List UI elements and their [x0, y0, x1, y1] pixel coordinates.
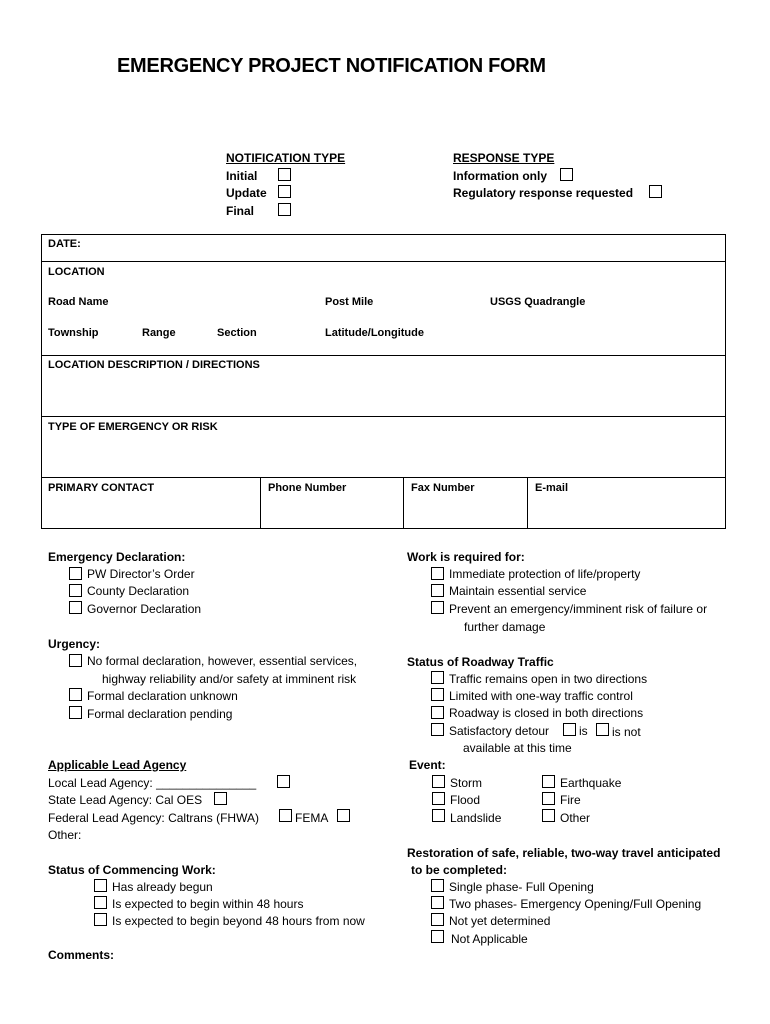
emergency-type-label: TYPE OF EMERGENCY OR RISK	[48, 421, 218, 433]
location-description-label: LOCATION DESCRIPTION / DIRECTIONS	[48, 359, 260, 371]
notification-final-label: Final	[226, 204, 255, 218]
beyond-48-hours-checkbox[interactable]	[94, 913, 107, 926]
formal-declaration-pending-checkbox[interactable]	[69, 706, 82, 719]
notification-initial-label: Initial	[226, 169, 258, 183]
governor-declaration-checkbox[interactable]	[69, 601, 82, 614]
lat-long-label: Latitude/Longitude	[325, 327, 424, 339]
form-title: EMERGENCY PROJECT NOTIFICATION FORM	[117, 55, 546, 77]
detour-is-label: is	[579, 724, 588, 738]
response-regulatory-label: Regulatory response requested	[453, 186, 634, 200]
state-lead-agency-checkbox[interactable]	[214, 792, 227, 805]
divider	[41, 416, 726, 417]
not-applicable-checkbox[interactable]	[431, 930, 444, 943]
single-phase-checkbox[interactable]	[431, 879, 444, 892]
one-way-traffic-label: Limited with one-way traffic control	[449, 689, 633, 703]
fire-label: Fire	[560, 793, 581, 807]
phone-number-label: Phone Number	[268, 482, 347, 494]
flood-label: Flood	[450, 793, 481, 807]
detour-is-checkbox[interactable]	[563, 723, 576, 736]
within-48-hours-checkbox[interactable]	[94, 896, 107, 909]
detour-checkbox[interactable]	[431, 723, 444, 736]
no-formal-declaration-label: No formal declaration, however, essential services,	[87, 654, 358, 668]
divider	[403, 477, 404, 529]
post-mile-label: Post Mile	[325, 296, 374, 308]
emergency-declaration-heading: Emergency Declaration:	[48, 550, 186, 564]
prevent-emergency-label: Prevent an emergency/imminent risk of failure or	[449, 602, 708, 616]
flood-checkbox[interactable]	[432, 792, 445, 805]
divider	[41, 261, 726, 262]
usgs-quadrangle-label: USGS Quadrangle	[490, 296, 586, 308]
local-lead-agency-label: Local Lead Agency: _______________	[48, 776, 257, 790]
township-label: Township	[48, 327, 99, 339]
commencing-work-heading: Status of Commencing Work:	[48, 863, 216, 877]
earthquake-label: Earthquake	[560, 776, 622, 790]
county-declaration-label: County Declaration	[87, 584, 190, 598]
landslide-checkbox[interactable]	[432, 809, 445, 822]
landslide-label: Landslide	[450, 811, 502, 825]
primary-contact-label: PRIMARY CONTACT	[48, 482, 155, 494]
single-phase-label: Single phase- Full Opening	[449, 880, 594, 894]
county-declaration-checkbox[interactable]	[69, 584, 82, 597]
two-phases-label: Two phases- Emergency Opening/Full Opening	[449, 897, 702, 911]
email-label: E-mail	[535, 482, 569, 494]
work-required-heading: Work is required for:	[407, 550, 525, 564]
restoration-heading: Restoration of safe, reliable, two-way travel anticipated	[407, 846, 721, 860]
location-label: LOCATION	[48, 266, 105, 278]
state-lead-agency-label: State Lead Agency: Cal OES	[48, 793, 203, 807]
other-event-checkbox[interactable]	[542, 809, 555, 822]
notification-update-checkbox[interactable]	[278, 185, 291, 198]
earthquake-checkbox[interactable]	[542, 775, 555, 788]
no-formal-declaration-checkbox[interactable]	[69, 654, 82, 667]
response-regulatory-checkbox[interactable]	[649, 185, 662, 198]
notification-initial-checkbox[interactable]	[278, 168, 291, 181]
fire-checkbox[interactable]	[542, 792, 555, 805]
notification-final-checkbox[interactable]	[278, 203, 291, 216]
emergency-type-field[interactable]	[43, 436, 723, 476]
urgency-heading: Urgency:	[48, 637, 101, 651]
traffic-open-checkbox[interactable]	[431, 671, 444, 684]
storm-label: Storm	[450, 776, 483, 790]
already-begun-checkbox[interactable]	[94, 879, 107, 892]
not-applicable-label: Not Applicable	[451, 932, 528, 946]
beyond-48-hours-label: Is expected to begin beyond 48 hours from now	[112, 914, 365, 928]
formal-declaration-unknown-label: Formal declaration unknown	[87, 689, 238, 703]
storm-checkbox[interactable]	[432, 775, 445, 788]
other-event-label: Other	[560, 811, 591, 825]
not-yet-determined-checkbox[interactable]	[431, 913, 444, 926]
roadway-closed-checkbox[interactable]	[431, 706, 444, 719]
already-begun-label: Has already begun	[112, 880, 213, 894]
pw-director-checkbox[interactable]	[69, 567, 82, 580]
maintain-service-label: Maintain essential service	[449, 584, 587, 598]
protection-life-label: Immediate protection of life/property	[449, 567, 641, 581]
location-description-field[interactable]	[43, 374, 723, 414]
maintain-service-checkbox[interactable]	[431, 584, 444, 597]
prevent-emergency-checkbox[interactable]	[431, 601, 444, 614]
traffic-open-label: Traffic remains open in two directions	[449, 672, 648, 686]
detour-label-cont: available at this time	[463, 741, 572, 755]
date-label: DATE:	[48, 238, 81, 250]
within-48-hours-label: Is expected to begin within 48 hours	[112, 897, 304, 911]
detour-is-not-checkbox[interactable]	[596, 723, 609, 736]
protection-life-checkbox[interactable]	[431, 567, 444, 580]
formal-declaration-pending-label: Formal declaration pending	[87, 707, 233, 721]
notification-update-label: Update	[226, 186, 267, 200]
formal-declaration-unknown-checkbox[interactable]	[69, 688, 82, 701]
response-info-label: Information only	[453, 169, 547, 183]
event-heading: Event:	[409, 758, 446, 772]
lead-agency-heading: Applicable Lead Agency	[48, 758, 187, 772]
one-way-traffic-checkbox[interactable]	[431, 688, 444, 701]
section-label: Section	[217, 327, 257, 339]
other-agency-label: Other:	[48, 828, 82, 842]
no-formal-declaration-label-cont: highway reliability and/or safety at imminent risk	[102, 672, 357, 686]
detour-is-not-label: is not	[612, 725, 641, 739]
divider	[41, 355, 726, 356]
range-label: Range	[142, 327, 176, 339]
detour-label: Satisfactory detour	[449, 724, 550, 738]
divider	[41, 477, 726, 478]
date-field[interactable]	[95, 236, 720, 258]
governor-declaration-label: Governor Declaration	[87, 602, 202, 616]
notification-type-heading: NOTIFICATION TYPE	[226, 151, 346, 165]
restoration-heading-cont: to be completed:	[411, 863, 508, 877]
divider	[260, 477, 261, 529]
federal-lead-agency-label: Federal Lead Agency: Caltrans (FHWA)	[48, 811, 259, 825]
response-info-checkbox[interactable]	[560, 168, 573, 181]
road-name-label: Road Name	[48, 296, 109, 308]
comments-label: Comments:	[48, 948, 115, 962]
divider	[527, 477, 528, 529]
fema-checkbox[interactable]	[337, 809, 350, 822]
two-phases-checkbox[interactable]	[431, 896, 444, 909]
fema-label: FEMA	[295, 811, 329, 825]
local-lead-agency-checkbox[interactable]	[277, 775, 290, 788]
response-type-heading: RESPONSE TYPE	[453, 151, 555, 165]
not-yet-determined-label: Not yet determined	[449, 914, 551, 928]
caltrans-fhwa-checkbox[interactable]	[279, 809, 292, 822]
fax-number-label: Fax Number	[411, 482, 475, 494]
roadway-closed-label: Roadway is closed in both directions	[449, 706, 644, 720]
prevent-emergency-label-cont: further damage	[464, 620, 546, 634]
pw-director-label: PW Director’s Order	[87, 567, 195, 581]
roadway-traffic-heading: Status of Roadway Traffic	[407, 655, 554, 669]
